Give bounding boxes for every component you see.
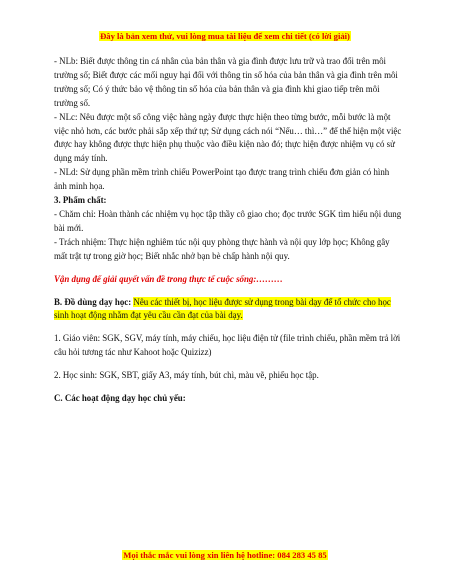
section-b-note: Nêu các thiết bị, học liệu được sử dụng trong bài dạy để tổ chức cho học sinh hoạt động nhằm đạt yêu cầu cần đạt của bài dạy. xyxy=(54,296,391,321)
quality-diligence: - Chăm chỉ: Hoàn thành các nhiệm vụ học tập thầy cô giao cho; đọc trước SGK tìm hiểu nội dung bài mới. xyxy=(54,208,402,233)
application-line: Vận dụng để giải quyết vấn đề trong thực tế cuộc sống:……… xyxy=(54,273,283,284)
competency-nld: - NLd: Sử dụng phần mềm trình chiếu PowerPoint tạo được trang trình chiếu đơn giản có hình ảnh minh họa. xyxy=(54,167,390,192)
document-body xyxy=(54,55,402,406)
section-b-paragraph xyxy=(54,296,402,324)
competency-nlc: - NLc: Nêu được một số công việc hàng ngày được thực hiện theo từng bước, mỗi bước là một việc nhỏ hơn, các bước phải sắp xếp thứ tự; Sử dụng cách nói “Nếu… thì…” để thể hiện một việc được hay không được thực hiện phụ thuộc vào điều kiện nào đó; thực hiện được nhiệm vụ có sử dụng máy tính. xyxy=(54,111,402,164)
hotline-banner-text: Mọi thắc mắc vui lòng xin liên hệ hotline: 084 283 45 85 xyxy=(123,550,327,560)
teacher-materials: 1. Giáo viên: SGK, SGV, máy tính, máy chiếu, học liệu điện tử (file trình chiếu, phần mềm trả lời câu hỏi tương tác như Kahoot hoặc Quizizz) xyxy=(54,333,401,358)
preview-banner-text: Đây là bản xem thử, vui lòng mua tài liệu để xem chi tiết (có lời giải) xyxy=(100,31,350,41)
competency-nlb: - NLb: Biết được thông tin cá nhân của bản thân và gia đình được lưu trữ và trao đổi trên môi trường số; Biết được các mối nguy hại đối với thông tin số hóa của bản thân và gia đình trên môi trường số; Có ý thức bảo vệ thông tin số hóa của bản thân và gia đình khi giao tiếp trên môi trường số. xyxy=(54,56,398,108)
section-c-heading: C. Các hoạt động dạy học chủ yếu: xyxy=(54,393,186,404)
student-materials: 2. Học sinh: SGK, SBT, giấy A3, máy tính, bút chì, màu vẽ, phiếu học tập. xyxy=(54,370,319,381)
quality-responsibility: - Trách nhiệm: Thực hiện nghiêm túc nội quy phòng thực hành và nội quy lớp học; Không gây mất trật tự trong giờ học; Biết nhắc nhở bạn bè chấp hành nội quy. xyxy=(54,236,390,261)
hotline-banner xyxy=(0,545,450,563)
section-3-heading: 3. Phẩm chất: xyxy=(54,195,107,206)
preview-banner xyxy=(0,26,450,44)
section-b-heading: B. Đồ dùng dạy học: xyxy=(54,296,132,307)
